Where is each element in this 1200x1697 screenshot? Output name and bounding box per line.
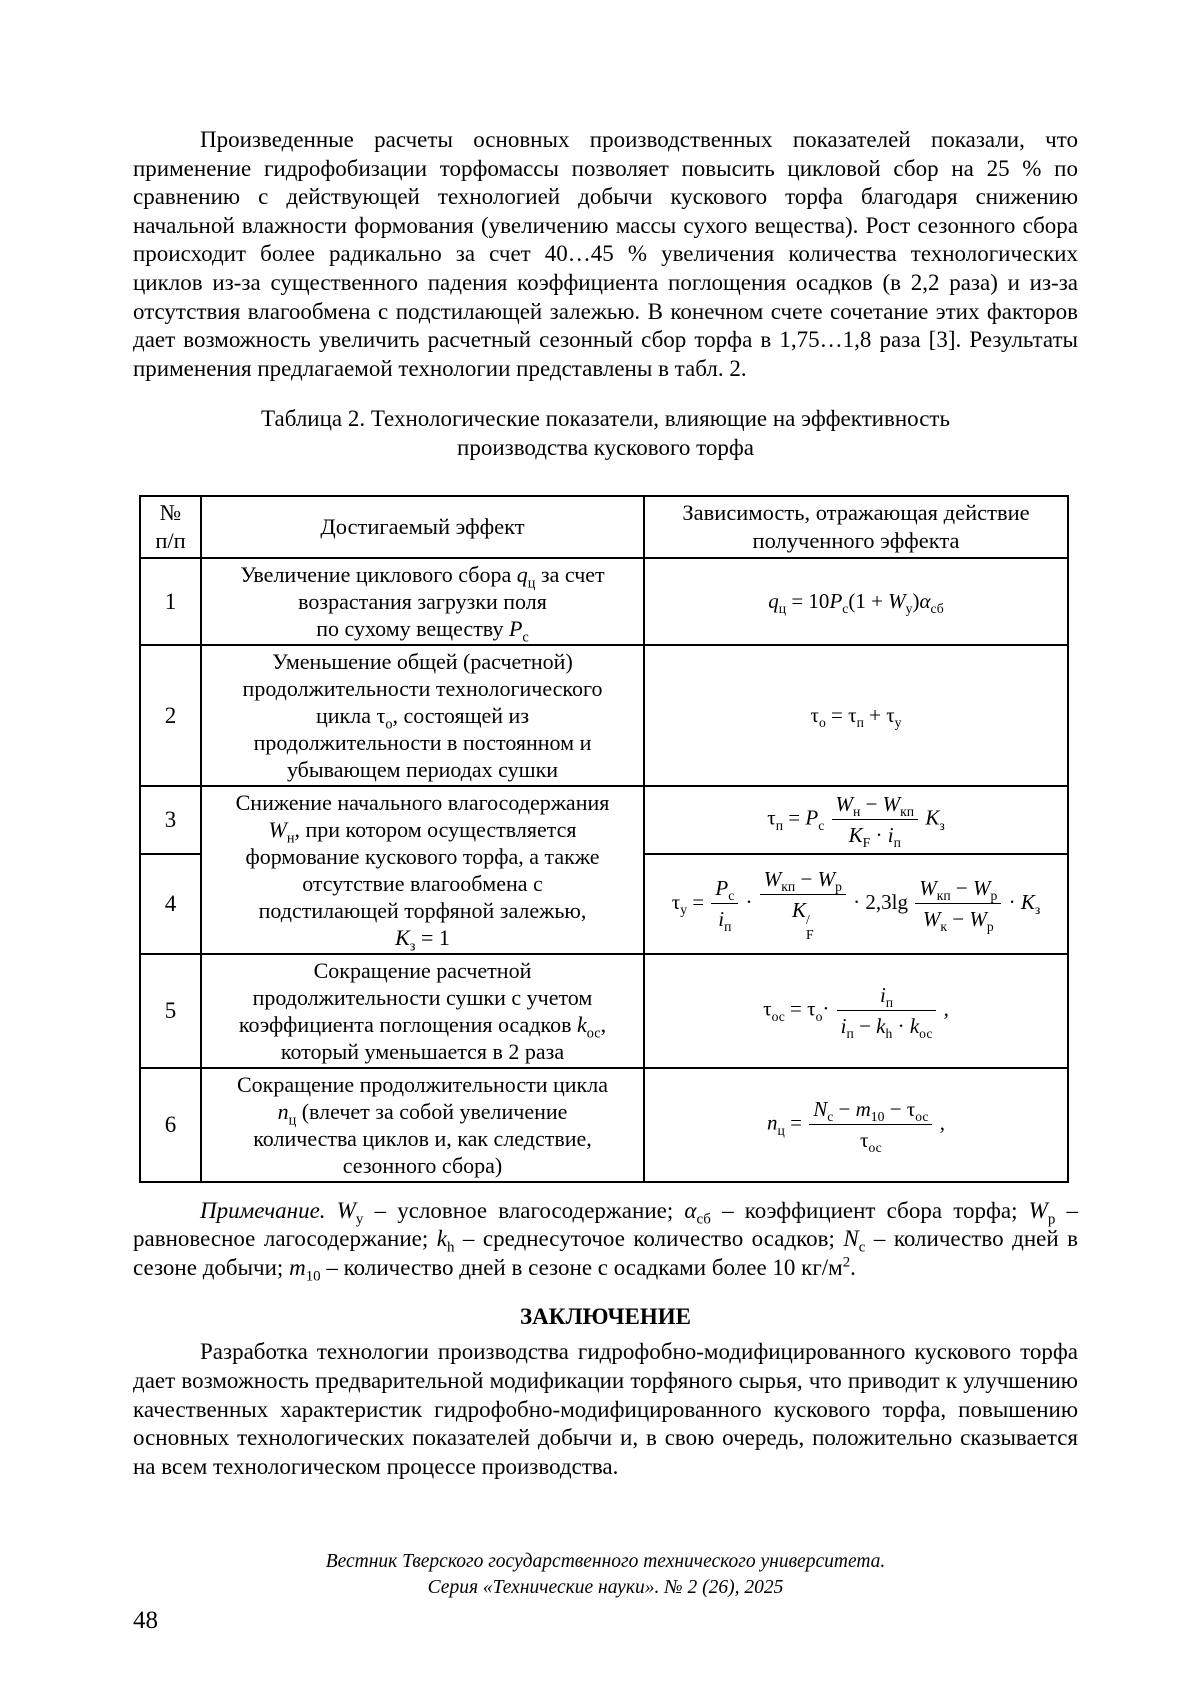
header-cell-dependence: Зависимость, отражающая действие полученного эффекта xyxy=(644,496,1068,558)
effect-cell: Увеличение циклового сбора $q_ц$ за счет возрастания загрузки поля по сухому веществу $P_с$ xyxy=(201,558,644,645)
effect-cell: Сокращение расчетной продолжительности сушки с учетом коэффициента поглощения осадков $k_{ос}$, который уменьшается в 2 раза xyxy=(201,954,644,1068)
table-note: Примечание. $W_у$ – условное влагосодержание; $\alpha_{сб}$ – коэффициент сбора торфа; $W_р$ – равновесное лагосодержание; $k_h$ – среднесуточое количество осадков; $N_с$ – количество дней в сезоне добычи; $m_{10}$ – количество дней в сезоне с осадками более 10 $кг/м^2$. xyxy=(133,1197,1078,1285)
effect-cell-merged: Снижение начального влагосодержания $W_н$, при котором осуществляется формование кускового торфа, а также отсутствие влагообмена с подстилающей торфяной залежью, $K_з = 1$ xyxy=(201,786,644,954)
formula-cell: $\tau_{ос} = \tau_о\cdot$ $\frac{i_п}{i_п - k_h \cdot k_{ос}}$ , xyxy=(644,954,1068,1068)
intro-paragraph: Произведенные расчеты основных производственных показателей показали, что применение гидрофобизации торфомассы позволяет повысить цикловой сбор на 25 % по сравнению с действующей технологией добычи кускового торфа благодаря снижению начальной влажности формования (увеличению массы сухого вещества). Рост сезонного сбора происходит более радикально за счет 40…45 % увеличения количества технологических циклов из-за существенного падения коэффициента поглощения осадков (в 2,2 раза) и из-за отсутствия влагообмена с подстилающей залежью. В конечном счете сочетание этих факторов дает возможность увеличить расчетный сезонный сбор торфа в 1,75…1,8 раза [3]. Результаты применения предлагаемой технологии представлены в табл. 2. xyxy=(133,127,1078,381)
footer-line-2: Серия «Технические науки». № 2 (26), 2025 xyxy=(427,1577,784,1599)
footer-line-1: Вестник Тверского государственного технического университета. xyxy=(325,1551,886,1573)
journal-footer xyxy=(133,1549,1078,1601)
row-number: 5 xyxy=(140,954,201,1068)
row-number: 2 xyxy=(140,645,201,786)
formula-cell: $q_ц = 10P_с(1 + W_у)\alpha_{сб}$ xyxy=(644,558,1068,645)
conclusion-heading: ЗАКЛЮЧЕНИЕ xyxy=(520,1304,691,1330)
formula-cell: $\tau_о = \tau_п + \tau_у$ xyxy=(644,645,1068,786)
row-number: 3 xyxy=(140,786,201,855)
row-number: 6 xyxy=(140,1068,201,1182)
table-row xyxy=(140,558,1068,645)
table-header-row xyxy=(140,496,1068,558)
table-row xyxy=(140,954,1068,1068)
table-row xyxy=(140,786,1068,855)
formula-cell: $\tau_п = P_с$ $\frac{W_н - W_{кп}}{K_F \cdot i_п}$ $K_з$ xyxy=(644,786,1068,855)
page-number: 48 xyxy=(133,1607,158,1635)
formula-cell: $\tau_у$ = $\frac{P_с}{i_п}$ · $W_{кп} - W_р$ K / F · 2,3lg $\frac{W_{кп} - W_р}{W_к - W_р}$ · $K_з$ xyxy=(644,854,1068,953)
table-row xyxy=(140,645,1068,786)
table-row xyxy=(140,1068,1068,1182)
table-caption: Таблица 2. Технологические показатели, влияющие на эффективность производства кускового торфа xyxy=(261,406,950,460)
header-cell-effect: Достигаемый эффект xyxy=(201,496,644,558)
conclusion-paragraph: Разработка технологии производства гидрофобно-модифицированного кускового торфа дает возможность предварительной модификации торфяного сырья, что приводит к улучшению качественных характеристик гидрофобно-модифицированного кускового торфа, повышению основных технологических показателей добычи и, в свою очередь, положительно сказывается на всем технологическом процессе производства. xyxy=(133,1339,1078,1479)
header-cell-num: № п/п xyxy=(140,496,201,558)
row-number: 4 xyxy=(140,854,201,953)
formula-cell: $n_ц$ = $\frac{N_с - m_{10} - \tau_{ос}}{\tau_{ос}}$ , xyxy=(644,1068,1068,1182)
table-2 xyxy=(139,495,1069,1183)
row-number: 1 xyxy=(140,558,201,645)
effect-cell: Уменьшение общей (расчетной) продолжительности технологического цикла $\tau_о$, состоящей из продолжительности в постоянном и убывающем периодах сушки xyxy=(201,645,644,786)
effect-cell: Сокращение продолжительности цикла $n_ц$ (влечет за собой увеличение количества циклов и, как следствие, сезонного сбора) xyxy=(201,1068,644,1182)
